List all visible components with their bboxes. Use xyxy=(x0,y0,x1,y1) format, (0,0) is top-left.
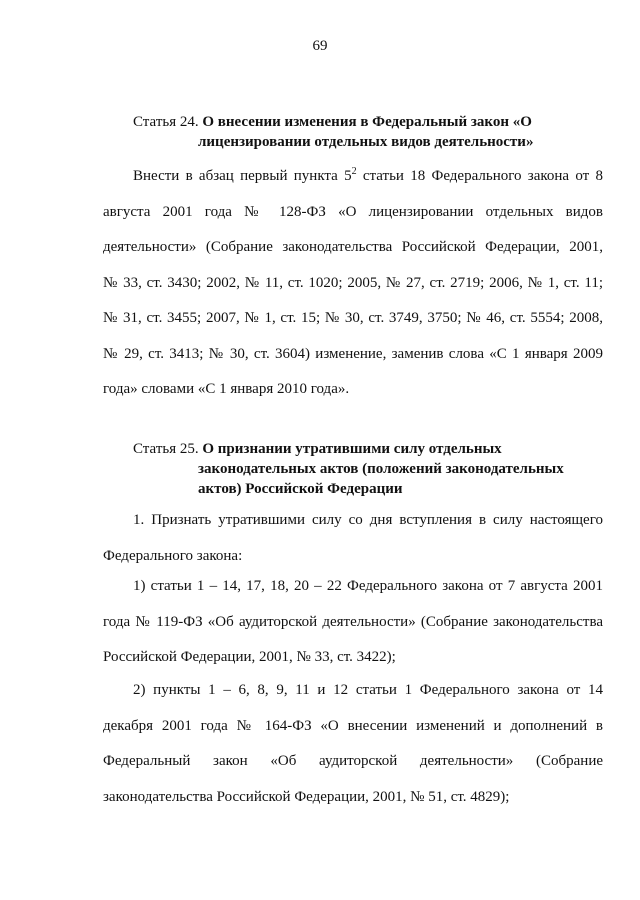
article-25-heading xyxy=(133,439,603,499)
article-25-p2-line-3: Российской Федерации, 2001, № 33, ст. 3422); xyxy=(103,649,396,665)
article-24-line-6: № 29, ст. 3413; № 30, ст. 3604) изменение, заменив слова «С 1 января 2009 xyxy=(103,345,603,362)
article-25-prefix: Статья 25. xyxy=(133,441,199,457)
page-number: 69 xyxy=(312,38,328,54)
article-24-line-3: деятельности» (Собрание законодательства Российской Федерации, 2001, xyxy=(103,239,603,255)
article-25-title-line2: законодательных актов (положений законодательных xyxy=(198,461,564,477)
article-25-p3-line-3: Федеральный закон «Об аудиторской деятельности» (Собрание xyxy=(103,753,603,769)
article-24-line-7: года» словами «С 1 января 2010 года». xyxy=(103,381,350,397)
article-24-line-1: Внести в абзац первый пункта $5^2$ статьи 18 Федерального закона от 8 xyxy=(133,166,603,184)
article-25-p3-line-1: 2) пункты 1 – 6, 8, 9, 11 и 12 статьи 1 Федерального закона от 14 xyxy=(133,682,603,698)
article-25-title-line1: О признании утратившими силу отдельных xyxy=(202,441,502,457)
article-24-title-line1: О внесении изменения в Федеральный закон «О xyxy=(202,114,532,130)
article-25-paragraph-1 xyxy=(103,503,603,574)
article-24-title-line2: лицензировании отдельных видов деятельности» xyxy=(198,134,534,150)
superscript: 2 xyxy=(351,166,357,177)
article-25-p1-line-2: Федерального закона: xyxy=(103,547,243,564)
article-24-line-4: № 33, ст. 3430; 2002, № 11, ст. 1020; 2005, № 27, ст. 2719; 2006, № 1, ст. 11; xyxy=(103,274,603,291)
article-24-line-2: августа 2001 года № 128-ФЗ «О лицензировании отдельных видов xyxy=(103,203,603,220)
article-25-title-line3: актов) Российской Федерации xyxy=(198,481,403,497)
article-24-heading xyxy=(133,112,603,152)
article-24-line-5: № 31, ст. 3455; 2007, № 1, ст. 15; № 30, ст. 3749, 3750; № 46, ст. 5554; 2008, xyxy=(103,310,603,326)
article-25-p2-line-2: года № 119-ФЗ «Об аудиторской деятельности» (Собрание законодательства xyxy=(103,613,603,630)
article-25-p1-line-1: 1. Признать утратившими силу со дня вступления в силу настоящего xyxy=(133,512,603,528)
article-25-p2-line-1: 1) статьи 1 – 14, 17, 18, 20 – 22 Федерального закона от 7 августа 2001 xyxy=(133,578,603,594)
article-25-p3-line-4: законодательства Российской Федерации, 2001, № 51, ст. 4829); xyxy=(103,788,510,805)
article-25-paragraph-2 xyxy=(103,569,603,676)
article-24-prefix: Статья 24. xyxy=(133,114,199,130)
article-24-body xyxy=(103,159,603,408)
article-25-p3-line-2: декабря 2001 года № 164-ФЗ «О внесении изменений и дополнений в xyxy=(103,717,603,734)
article-25-paragraph-3 xyxy=(103,673,603,815)
